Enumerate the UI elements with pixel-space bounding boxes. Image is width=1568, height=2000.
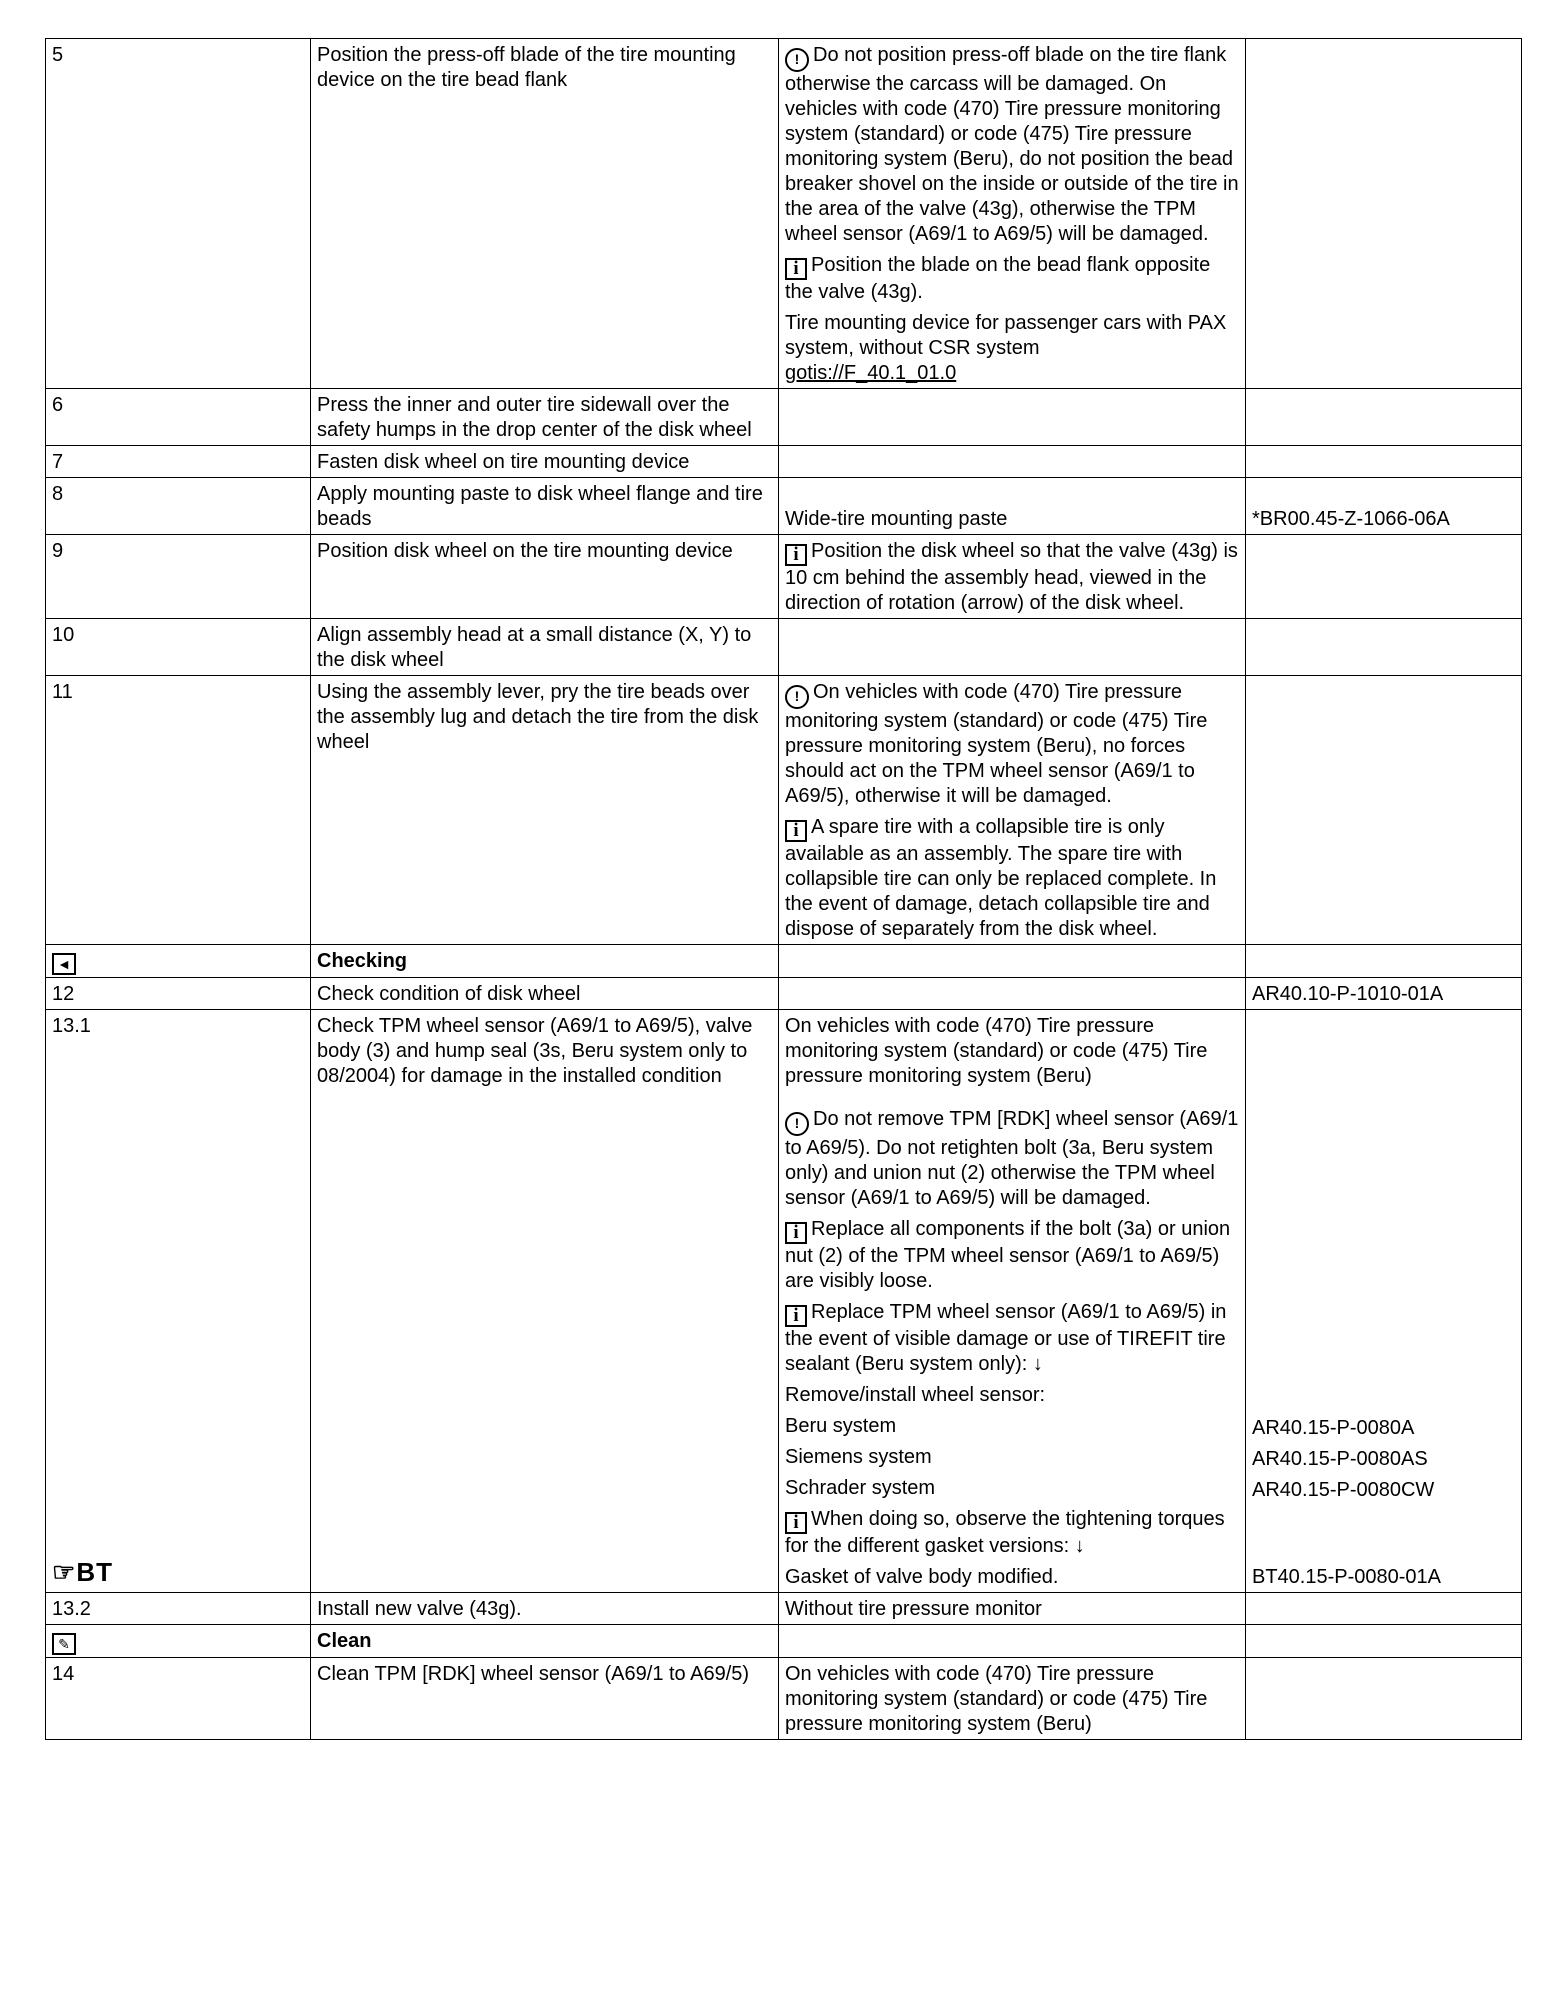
table-row bbox=[46, 478, 1522, 535]
condition-text: On vehicles with code (470) Tire pressure monitoring system (standard) or code (475) Tire pressure monitoring system (Beru) bbox=[785, 1015, 1208, 1087]
note-text: Tire mounting device for passenger cars with PAX system, without CSR system bbox=[785, 312, 1227, 359]
section-header-row bbox=[46, 945, 1522, 978]
warning-icon: ! bbox=[785, 1112, 809, 1136]
system-name: Schrader system bbox=[785, 1477, 936, 1499]
info-text: Replace all components if the bolt (3a) or union nut (2) of the TPM wheel sensor (A69/1 to A69/5) are visibly loose. bbox=[785, 1218, 1231, 1292]
info-text: Replace TPM wheel sensor (A69/1 to A69/5) in the event of visible damage or use of TIREFIT tire sealant (Beru system only): bbox=[785, 1301, 1227, 1375]
step-ref bbox=[1246, 389, 1522, 446]
system-name: Beru system bbox=[785, 1415, 897, 1437]
table-row bbox=[46, 676, 1522, 945]
table-row bbox=[46, 1658, 1522, 1740]
step-ref bbox=[1246, 535, 1522, 619]
info-icon: i bbox=[785, 1512, 807, 1534]
pointing-hand-icon: ☞ bbox=[52, 1557, 77, 1587]
step-number: 7 bbox=[46, 446, 311, 478]
step-number: 13.1 ☞BT bbox=[46, 1010, 311, 1593]
warning-icon: ! bbox=[785, 685, 809, 709]
step-action: Align assembly head at a small distance (X, Y) to the disk wheel bbox=[311, 619, 779, 676]
table-row bbox=[46, 619, 1522, 676]
checking-icon: ◄ bbox=[52, 953, 76, 975]
section-title: Clean bbox=[311, 1625, 779, 1658]
step-action: Install new valve (43g). bbox=[311, 1593, 779, 1625]
step-action: Check condition of disk wheel bbox=[311, 978, 779, 1010]
step-action: Position the press-off blade of the tire mounting device on the tire bead flank bbox=[311, 39, 779, 389]
step-notes bbox=[779, 446, 1246, 478]
step-notes: Wide-tire mounting paste bbox=[779, 478, 1246, 535]
step-action: Using the assembly lever, pry the tire beads over the assembly lug and detach the tire from the disk wheel bbox=[311, 676, 779, 945]
step-ref bbox=[1246, 676, 1522, 945]
info-text: Position the disk wheel so that the valve (43g) is 10 cm behind the assembly head, viewed in the direction of rotation (arrow) of the disk wheel. bbox=[785, 540, 1238, 614]
step-notes bbox=[779, 535, 1246, 619]
step-notes bbox=[779, 1010, 1246, 1593]
section-header-row bbox=[46, 1625, 1522, 1658]
system-ref[interactable]: AR40.15-P-0080CW bbox=[1252, 1479, 1435, 1501]
step-notes bbox=[779, 39, 1246, 389]
section-icon-cell bbox=[46, 1625, 311, 1658]
step-notes bbox=[779, 619, 1246, 676]
table-row bbox=[46, 446, 1522, 478]
section-icon-cell bbox=[46, 945, 311, 978]
warning-text: Do not position press-off blade on the tire flank otherwise the carcass will be damaged. On vehicles with code (470) Tire pressure monitoring system (standard) or code (475) Tire pressure monitoring system (Beru), do not position the bead breaker shovel on the inside or outside of the tire in the area of the valve (43g), otherwise the TPM wheel sensor (A69/1 to A69/5) will be damaged. bbox=[785, 44, 1239, 245]
info-text: Position the blade on the bead flank opposite the valve (43g). bbox=[785, 254, 1211, 303]
table-row bbox=[46, 39, 1522, 389]
step-number: 11 bbox=[46, 676, 311, 945]
step-number: 9 bbox=[46, 535, 311, 619]
step-ref bbox=[1246, 1658, 1522, 1740]
system-ref[interactable]: AR40.15-P-0080AS bbox=[1252, 1448, 1428, 1470]
down-arrow-icon: ↓ bbox=[1032, 1353, 1043, 1375]
info-icon: i bbox=[785, 820, 807, 842]
step-number: 10 bbox=[46, 619, 311, 676]
step-number: 5 bbox=[46, 39, 311, 389]
step-action: Press the inner and outer tire sidewall over the safety humps in the drop center of the disk wheel bbox=[311, 389, 779, 446]
gasket-text: Gasket of valve body modified. bbox=[785, 1566, 1059, 1588]
warning-icon: ! bbox=[785, 48, 809, 72]
step-ref[interactable]: AR40.10-P-1010-01A bbox=[1246, 978, 1522, 1010]
gotis-link[interactable]: gotis://F_40.1_01.0 bbox=[785, 362, 957, 384]
gasket-ref[interactable]: BT40.15-P-0080-01A bbox=[1252, 1566, 1442, 1588]
system-ref[interactable]: AR40.15-P-0080A bbox=[1252, 1417, 1415, 1439]
info-icon: i bbox=[785, 1305, 807, 1327]
step-action: Apply mounting paste to disk wheel flange and tire beads bbox=[311, 478, 779, 535]
clean-icon: ✎ bbox=[52, 1633, 76, 1655]
step-action: Fasten disk wheel on tire mounting device bbox=[311, 446, 779, 478]
step-number: 12 bbox=[46, 978, 311, 1010]
table-row bbox=[46, 1010, 1522, 1593]
step-action: Check TPM wheel sensor (A69/1 to A69/5), valve body (3) and hump seal (3s, Beru system only to 08/2004) for damage in the installed condition bbox=[311, 1010, 779, 1593]
table-row bbox=[46, 389, 1522, 446]
table-row bbox=[46, 978, 1522, 1010]
bt-label: BT bbox=[76, 1557, 113, 1587]
warning-text: Do not remove TPM [RDK] wheel sensor (A69/1 to A69/5). Do not retighten bolt (3a, Beru system only) and union nut (2) otherwise the TPM wheel sensor (A69/1 to A69/5) will be damaged. bbox=[785, 1108, 1239, 1209]
step-ref bbox=[1246, 1593, 1522, 1625]
procedure-table bbox=[45, 38, 1522, 1740]
step-ref bbox=[1246, 1010, 1522, 1593]
warning-text: On vehicles with code (470) Tire pressure monitoring system (standard) or code (475) Tire pressure monitoring system (Beru), no forces should act on the TPM wheel sensor (A69/1 to A69/5), otherwise it will be damaged. bbox=[785, 681, 1208, 807]
step-notes bbox=[779, 676, 1246, 945]
table-row bbox=[46, 535, 1522, 619]
info-icon: i bbox=[785, 544, 807, 566]
info-text: When doing so, observe the tightening torques for the different gasket versions: bbox=[785, 1508, 1225, 1557]
step-notes: On vehicles with code (470) Tire pressure monitoring system (standard) or code (475) Tire pressure monitoring system (Beru) bbox=[779, 1658, 1246, 1740]
remove-label: Remove/install wheel sensor: bbox=[785, 1384, 1046, 1406]
step-notes: Without tire pressure monitor bbox=[779, 1593, 1246, 1625]
step-number: 14 bbox=[46, 1658, 311, 1740]
step-ref bbox=[1246, 619, 1522, 676]
info-icon: i bbox=[785, 258, 807, 280]
step-number: 13.2 bbox=[46, 1593, 311, 1625]
table-row bbox=[46, 1593, 1522, 1625]
info-icon: i bbox=[785, 1222, 807, 1244]
step-action: Clean TPM [RDK] wheel sensor (A69/1 to A69/5) bbox=[311, 1658, 779, 1740]
step-action: Position disk wheel on the tire mounting device bbox=[311, 535, 779, 619]
step-number: 6 bbox=[46, 389, 311, 446]
bt-marker bbox=[52, 1557, 113, 1588]
step-ref bbox=[1246, 39, 1522, 389]
info-text: A spare tire with a collapsible tire is only available as an assembly. The spare tire with collapsible tire can only be replaced complete. In the event of damage, detach collapsible tire and dispose of separately from the disk wheel. bbox=[785, 816, 1217, 940]
step-notes bbox=[779, 978, 1246, 1010]
section-title: Checking bbox=[311, 945, 779, 978]
system-name: Siemens system bbox=[785, 1446, 932, 1468]
step-number: 8 bbox=[46, 478, 311, 535]
down-arrow-icon: ↓ bbox=[1074, 1535, 1085, 1557]
step-ref bbox=[1246, 446, 1522, 478]
step-ref[interactable]: *BR00.45-Z-1066-06A bbox=[1246, 478, 1522, 535]
step-notes bbox=[779, 389, 1246, 446]
